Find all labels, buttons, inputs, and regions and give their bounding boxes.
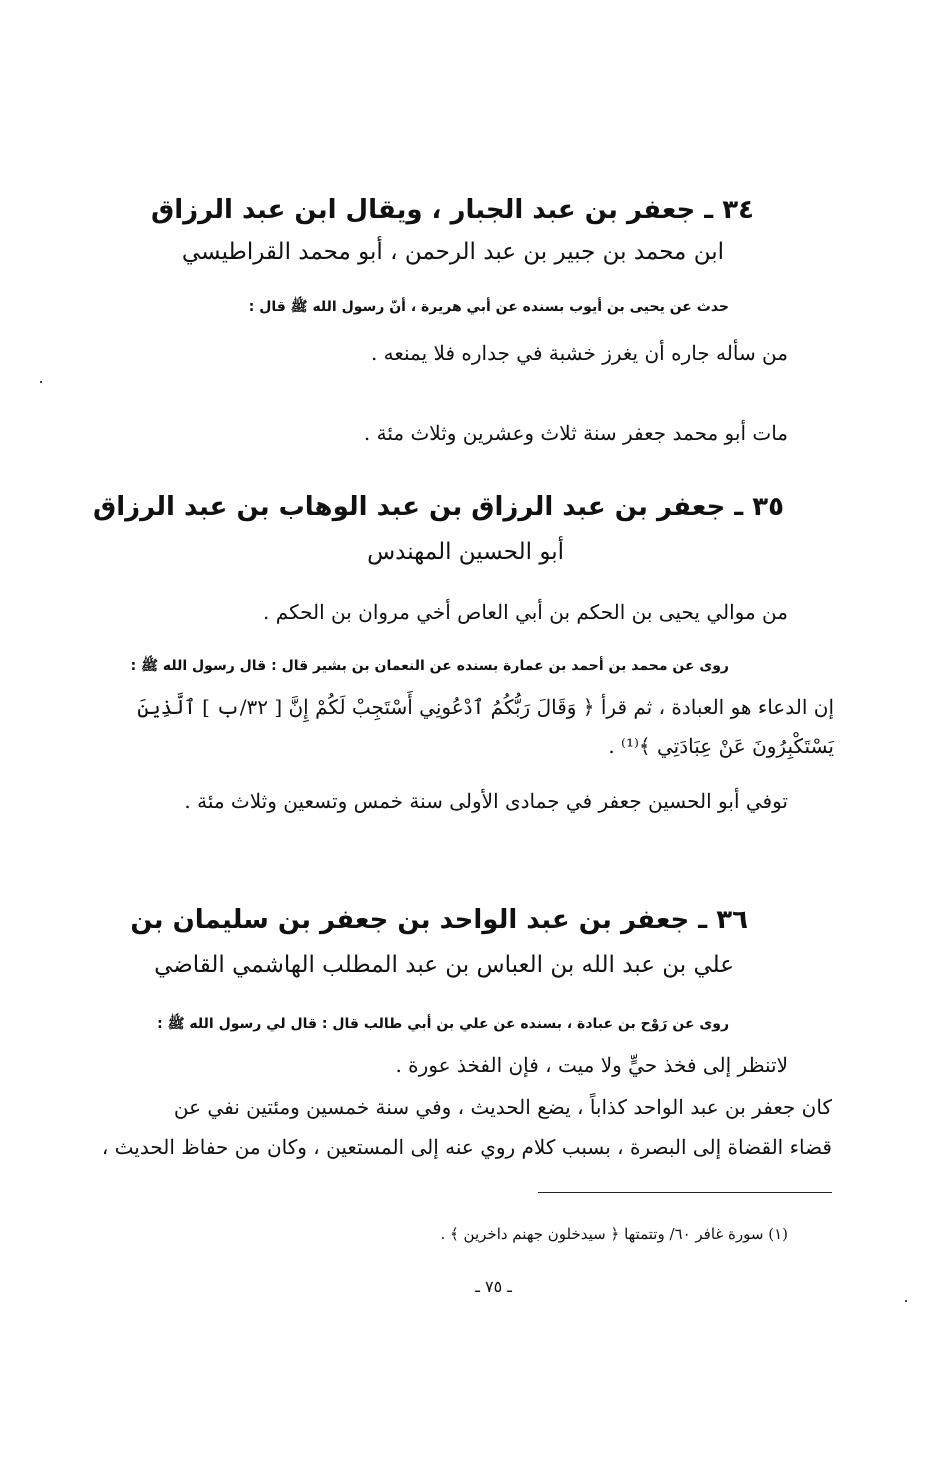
entry-35-lineage: من موالي يحيى بن الحكم بن أبي العاص أخي مروان بن الحكم .: [263, 600, 788, 624]
entry-35-subheading: أبو الحسين المهندس: [367, 539, 564, 565]
entry-36-isnad: روى عن رَوْح بن عبادة ، بسنده عن علي بن أبي طالب قال : قال لي رسول الله ﷺ :: [157, 1016, 729, 1032]
entry-35-hadith-line-2: يَسْتَكْبِرُونَ عَنْ عِبَادَتِي ﴾⁽¹⁾ .: [608, 734, 834, 758]
entry-36-note-line-1: كان جعفر بن عبد الواحد كذاباً ، يضع الحديث ، وفي سنة خمسين ومئتين نفي عن: [173, 1095, 832, 1119]
footnote-separator: [538, 1192, 832, 1193]
entry-35-isnad: روى عن محمد بن أحمد بن عمارة بسنده عن النعمان بن بشير قال : قال رسول الله ﷺ :: [130, 658, 729, 674]
entry-36-heading: ٣٦ ـ جعفر بن عبد الواحد بن جعفر بن سليمان بن: [130, 905, 748, 935]
entry-34-hadith: من سأله جاره أن يغرز خشبة في جداره فلا يمنعه .: [370, 341, 788, 365]
entry-34-isnad: حدث عن يحيى بن أيوب بسنده عن أبي هريرة ، أنّ رسول الله ﷺ قال :: [248, 299, 729, 315]
entry-34-note: مات أبو محمد جعفر سنة ثلاث وعشرين وثلاث مئة .: [363, 421, 788, 445]
entry-35-hadith-line-1: إن الدعاء هو العبادة ، ثم قرأ ﴿ وَقَالَ رَبُّكُمُ ٱدْعُونِي أَسْتَجِبْ لَكُمْ إِنَّ [ ٣٢/ب ] ٱلَّذِينَ: [137, 695, 834, 719]
entry-36-hadith: لاتنظر إلى فخذ حيٍّ ولا ميت ، فإن الفخذ عورة .: [395, 1053, 788, 1077]
scan-speck: [40, 381, 42, 383]
scan-speck: [905, 1300, 907, 1302]
entry-35-note: توفي أبو الحسين جعفر في جمادى الأولى سنة خمس وتسعين وثلاث مئة .: [184, 789, 788, 813]
page-number: ـ ٧٥ ـ: [475, 1277, 512, 1296]
entry-36-subheading: علي بن عبد الله بن العباس بن عبد المطلب الهاشمي القاضي: [154, 952, 734, 978]
entry-36-note-line-2: قضاء القضاة إلى البصرة ، بسبب كلام روي عنه إلى المستعين ، وكان من حفاظ الحديث ،: [101, 1135, 832, 1159]
footnote: (١) سورة غافر ٦٠/ وتتمتها ﴿ سيدخلون جهنم داخرين ﴾ .: [440, 1225, 788, 1243]
entry-34-heading: ٣٤ ـ جعفر بن عبد الجبار ، ويقال ابن عبد الرزاق: [150, 195, 754, 225]
entry-34-subheading: ابن محمد بن جبير بن عبد الرحمن ، أبو محمد القراطيسي: [181, 239, 724, 265]
entry-35-heading: ٣٥ ـ جعفر بن عبد الرزاق بن عبد الوهاب بن عبد الرزاق: [92, 492, 784, 522]
